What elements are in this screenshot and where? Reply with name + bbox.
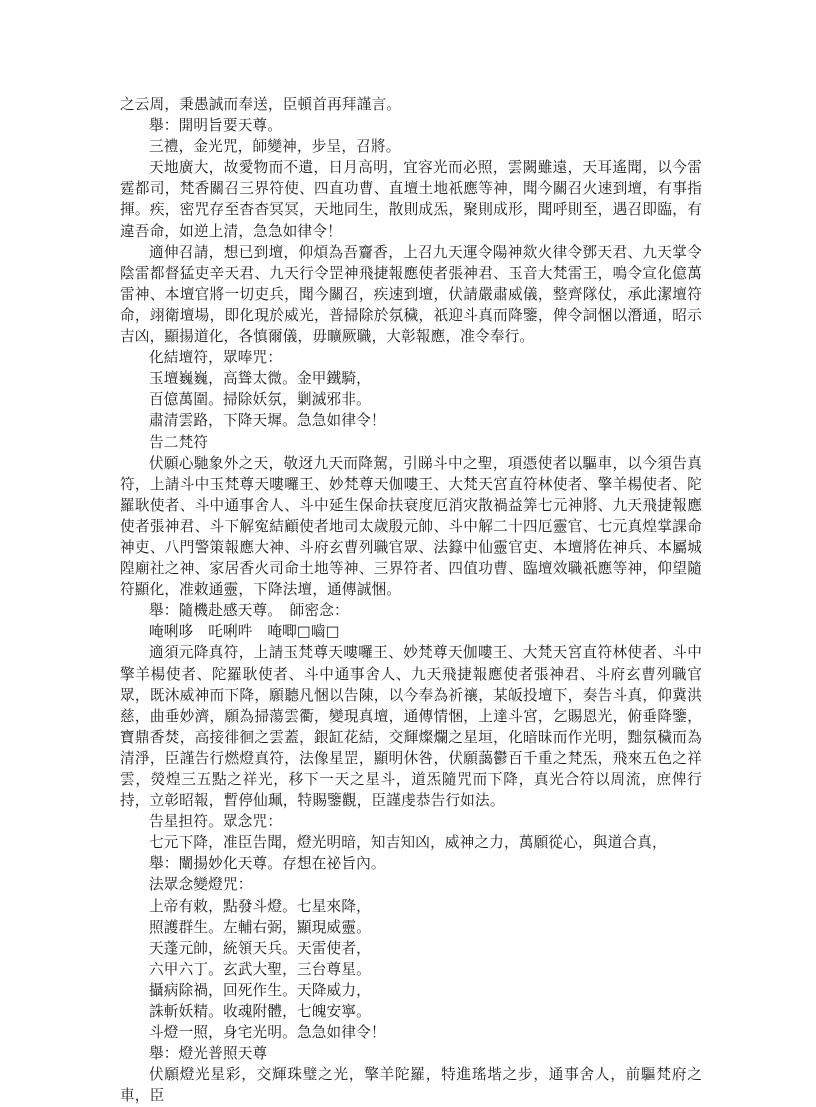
paragraph: 化結壇符，眾唪咒： bbox=[149, 349, 283, 367]
paragraph: 唵唎哆 吒唎吽 唵唧□嚙□ bbox=[149, 623, 340, 641]
paragraph: 伏願心馳象外之天，敬迓九天而降駕，引睇斗中之聖，項憑使者以驅車，以今須告真符，上請斗中玉梵尊天嘍囉王、妙梵尊天伽嘍王、大梵天宮直符林使者、擎羊楊使者、陀羅耿使者、斗中通事舍人、斗中延生保命扶衰度厄消灾散禍益筭七元神將、九天飛捷報應使者張神君、斗下解寃結顧使者地司太歲殷元帥、斗中解二十四厄靈官、七元真煌掌課命神吏、八門警策報應大神、斗府玄曹列職官眾、法籙中仙靈官吏、本壇將佐神兵、本屬城隍廟社之神、家居香火司命土地等神、三界符者、四值功曹、臨壇效職祇應等神，仰望隨符顯化，准敕通靈，下降法壇，通傳誠悃。 bbox=[120, 454, 702, 599]
paragraph: 七元下降，准臣告聞，燈光明暗，知吉知凶，威神之力，萬願從心，與道合真， bbox=[149, 834, 667, 852]
paragraph: 百億萬圍。掃除妖氛，剿滅邪非。 bbox=[149, 391, 371, 409]
paragraph: 照護群生。左輔右弼，顯現威靈。 bbox=[149, 918, 371, 936]
paragraph: 三禮，金光咒，師變神，步呈，召將。 bbox=[149, 138, 401, 156]
paragraph: 上帝有敕，點發斗燈。七星來降， bbox=[149, 897, 371, 915]
paragraph: 舉：闡揚妙化天尊。存想在祕旨內。 bbox=[149, 855, 386, 873]
paragraph: 攝病除禍，回死作生。天降威力， bbox=[149, 981, 371, 999]
paragraph: 適須元降真符，上請玉梵尊天嘍囉王、妙梵尊天伽嘍王、大梵天宮直符林使者、斗中擎羊楊使者、陀羅耿使者、斗中通事舍人、九天飛捷報應使者張神君、斗府玄曹列職官眾，既沐威神而下降，願聽凡悃以告陳，以今奉為祈禳，某皈投壇下，奏告斗真，仰冀洪慈，曲垂妙濟，願為掃蕩雲衢，變現真壇，通傳情悃，上達斗宮，乞賜恩光，俯垂降鑒，寶鼎香焚，高接徘徊之雲蓋，銀缸花結，交輝燦爛之星垣，化暗昧而作光明，黜氛穢而為清淨，臣謹告行燃燈真符，法像星罡，顯明休咎，伏願藹鬱百千重之梵炁，飛來五色之祥雲，熒煌三五點之祥光，移下一天之星斗，道炁隨咒而下降，真光合符以周流，庶俾行持，立彰昭報，暫停仙珮，特賜鑒觀，臣謹虔恭告行如法。 bbox=[120, 644, 702, 810]
paragraph: 法眾念變燈咒： bbox=[149, 876, 253, 894]
paragraph: 誅斬妖精。收魂附體，七魄安寧。 bbox=[149, 1003, 371, 1021]
paragraph: 舉：開明旨要天尊。 bbox=[149, 117, 283, 135]
paragraph: 天地廣大，故愛物而不遺，日月高明，宜容光而必照，雲闕雖遠，天耳遙聞，以今雷霆都司，梵香關召三界符使、四直功曹、直壇土地祇應等神，聞今關召火速到壇，有事指揮。疾，密咒存至杳杳冥冥，天地同生，散則成炁，聚則成形，聞呼則至，遇召即臨，有違吾命，如逆上清，急急如律令！ bbox=[120, 159, 702, 240]
paragraph: 適伸召請，想已到壇，仰煩為吾齎香，上召九天運令陽神欻火律令鄧天君、九天掌令陰雷都督猛吏辛天君、九天行令罡神飛捷報應使者張神君、玉音大梵雷王，鳴令宣化億萬雷神、本壇官將一切吏兵，聞今關召，疾速到壇，伏請嚴肅威儀，整齊隊仗，承此潔壇符命，翊衛壇場，即化現於威光，普掃除於氛穢，祇迎斗真而降鑒，俾令詞悃以潛通，昭示吉凶，顯揚道化，各慎爾儀，毋曠厥職，大彰報應，准令奉行。 bbox=[120, 243, 702, 346]
paragraph: 六甲六丁。玄武大聖，三台尊星。 bbox=[149, 960, 371, 978]
paragraph: 之云周，秉愚誠而奉送，臣頓首再拜謹言。 bbox=[120, 96, 402, 113]
paragraph: 舉：隨機赴感天尊。 師密念： bbox=[149, 602, 349, 620]
paragraph: 告二梵符 bbox=[149, 433, 209, 451]
paragraph: 告星担符。眾念咒： bbox=[149, 813, 283, 831]
paragraph: 斗燈一照，身宅光明。急急如律令！ bbox=[149, 1024, 386, 1042]
paragraph: 舉：燈光普照天尊 bbox=[149, 1045, 268, 1063]
paragraph: 伏願燈光星彩，交輝珠璧之光，擎羊陀羅，特進瑤堦之步，通事舍人，前驅梵府之車，臣 bbox=[120, 1066, 702, 1105]
paragraph: 肅清雲路，下降天墀。急急如律令！ bbox=[149, 412, 386, 430]
document-body bbox=[120, 94, 702, 1107]
paragraph: 天蓬元帥，統領天兵。天雷使者， bbox=[149, 939, 371, 957]
paragraph: 玉壇巍巍，高聳太微。金甲鐵騎， bbox=[149, 370, 371, 388]
